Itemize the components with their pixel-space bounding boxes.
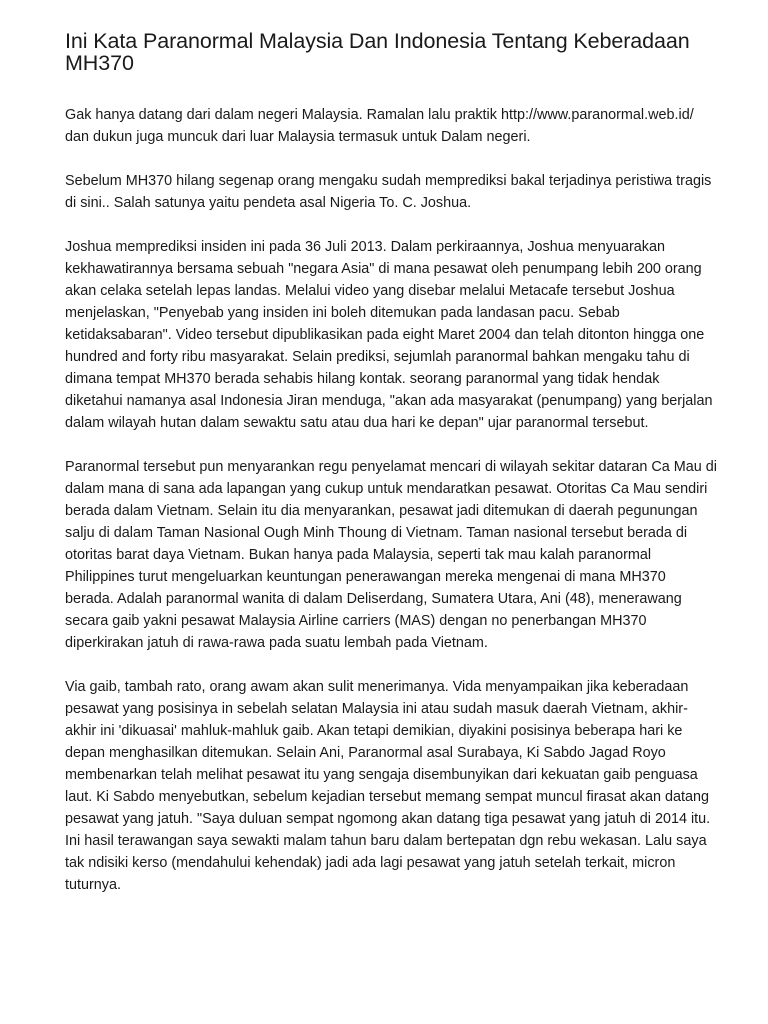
paragraph-predictions: Sebelum MH370 hilang segenap orang mengaku sudah memprediksi bakal terjadinya peristiwa tragis di sini.. Salah satunya yaitu pendeta asal Nigeria To. C. Joshua. (65, 173, 712, 211)
paragraph-ca-mau: Paranormal tersebut pun menyarankan regu penyelamat mencari di wilayah sekitar dataran Ca Mau di dalam mana di sana ada lapangan yang cukup untuk mendaratkan pesawat. Otoritas Ca Mau sendiri berada dalam Vietnam. Selain itu dia menyarankan, pesawat jadi ditemukan di daerah pegunungan salju di dalam Taman Nasional Ough Minh Thoung di Vietnam. Taman nasional tersebut berada di otoritas barat daya Vietnam. Bukan hanya pada Malaysia, seperti tak mau kalah paranormal Philippines turut mengeluarkan keuntungan penerawangan mereka mengenai di mana MH370 berada. Adalah paranormal wanita di dalam Deliserdang, Sumatera Utara, Ani (48), menerawang secara gaib yakni pesawat Malaysia Airline carriers (MAS) dengan no penerbangan MH370 diperkirakan jatuh di rawa-rawa pada suatu lembah pada Vietnam. (65, 459, 717, 651)
article (65, 30, 717, 918)
article-title: Ini Kata Paranormal Malaysia Dan Indonesia Tentang Keberadaan MH370 (65, 29, 690, 75)
paragraph-joshua: Joshua memprediksi insiden ini pada 36 Juli 2013. Dalam perkiraannya, Joshua menyuarakan kekhawatirannya bersama sebuah "negara Asia" di mana pesawat oleh penumpang lebih 200 orang akan celaka setelah lepas landas. Melalui video yang disebar melalui Metacafe tersebut Joshua menjelaskan, "Penyebab yang insiden ini boleh ditemukan pada landasan pacu. Sebab ketidaksabaran". Video tersebut dipublikasikan pada eight Maret 2004 dan telah ditonton hingga one hundred and forty ribu masyarakat. Selain prediksi, sejumlah paranormal bahkan mengaku tahu di dimana tempat MH370 berada sehabis hilang kontak. seorang paranormal yang tidak hendak diketahui namanya asal Indonesia Jiran menduga, "akan ada masyarakat (penumpang) yang berjalan dalam wilayah hutan dalam sewaktu satu atau dua hari ke depan" ujar paranormal tersebut. (65, 239, 713, 431)
paragraph-via-gaib: Via gaib, tambah rato, orang awam akan sulit menerimanya. Vida menyampaikan jika keberadaan pesawat yang posisinya in sebelah selatan Malaysia ini atau sudah masuk daerah Vietnam, akhir-akhir ini 'dikuasai' mahluk-mahluk gaib. Akan tetapi demikian, diyakini posisinya beberapa hari ke depan menghasilkan ditemukan. Selain Ani, Paranormal asal Surabaya, Ki Sabdo Jagad Royo membenarkan telah melihat pesawat itu yang sengaja disembunyikan dari kekuatan gaib penguasa laut. Ki Sabdo menyebutkan, sebelum kejadian tersebut memang sempat muncul firasat akan datang pesawat yang jatuh. "Saya duluan sempat ngomong akan datang tiga pesawat yang jatuh di 2014 itu. Ini hasil terawangan saya sewakti malam tahun baru dalam bertepatan dgn rebu wekasan. Lalu saya tak ndisiki kerso (mendahului kehendak) jadi ada lagi pesawat yang jatuh setelah terkait, micron tuturnya. (65, 679, 711, 893)
paragraph-intro: Gak hanya datang dari dalam negeri Malaysia. Ramalan lalu praktik http://www.paranormal.web.id/ dan dukun juga muncuk dari luar Malaysia termasuk untuk Dalam negeri. (65, 107, 694, 145)
